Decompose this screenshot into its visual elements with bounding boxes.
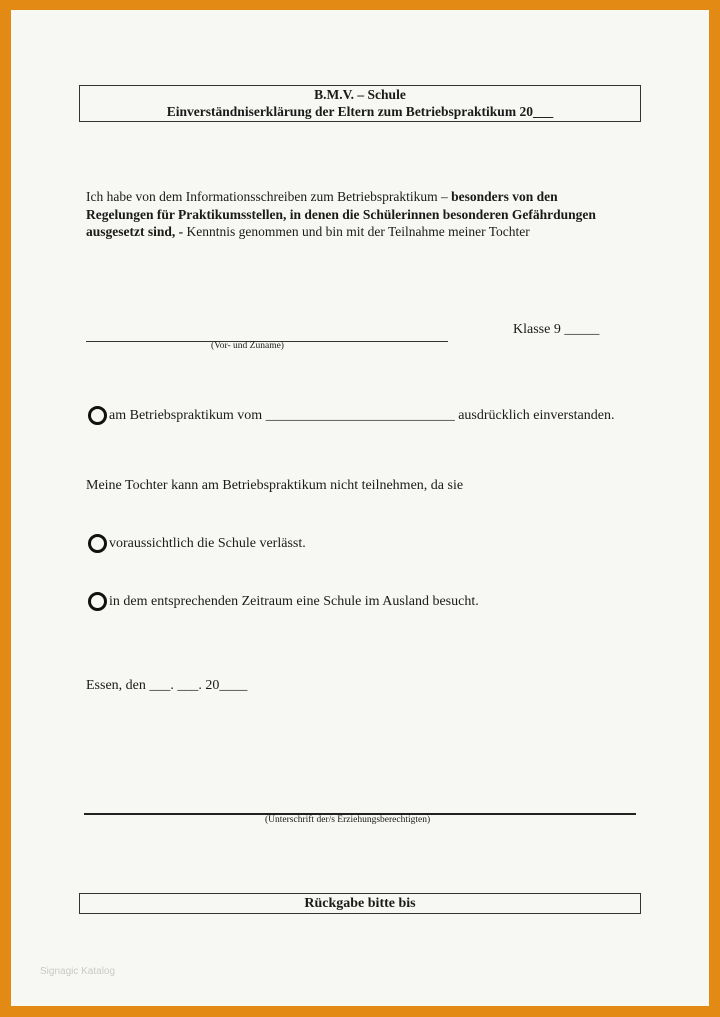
radio-circle-icon[interactable] (88, 406, 107, 425)
return-by-box: Rückgabe bitte bis (79, 893, 641, 914)
watermark: Signagic Katalog (40, 966, 116, 977)
decline-text: Meine Tochter kann am Betriebspraktikum nicht teilnehmen, da sie (86, 478, 464, 493)
radio-circle-icon[interactable] (88, 592, 107, 611)
option-agree-label: am Betriebspraktikum vom ___________________________ ausdrücklich einverstanden. (109, 407, 615, 423)
radio-circle-icon[interactable] (88, 534, 107, 553)
option-agree[interactable] (88, 406, 614, 425)
signature-caption: (Unterschrift der/s Erziehungsberechtigten) (265, 815, 431, 825)
header-box (79, 85, 641, 122)
intro-paragraph (86, 188, 626, 241)
option-leave-label: voraussichtlich die Schule verlässt. (109, 535, 306, 551)
intro-text-bold: besonders von den Regelungen für Praktikumsstellen, in denen die Schülerinnen besonderen Gefährdungen ausgesetzt sind, - (86, 189, 596, 239)
option-abroad[interactable] (88, 592, 479, 611)
form-title: Einverständniserklärung der Eltern zum Betriebspraktikum 20___ (166, 104, 554, 119)
class-field[interactable]: Klasse 9 _____ (513, 322, 600, 337)
option-leave-school[interactable] (88, 534, 306, 553)
school-name: B.M.V. – Schule (314, 87, 406, 102)
option-abroad-label: in dem entsprechenden Zeitraum eine Schule im Ausland besucht. (109, 593, 479, 609)
place-date-field[interactable]: Essen, den ___. ___. 20____ (86, 678, 248, 693)
intro-text-2: Kenntnis genommen und bin mit der Teilnahme meiner Tochter (183, 224, 530, 239)
intro-text-1: Ich habe von dem Informationsschreiben zum Betriebspraktikum – (86, 189, 452, 204)
document-page (11, 10, 709, 1006)
name-caption: (Vor- und Zuname) (211, 341, 284, 351)
